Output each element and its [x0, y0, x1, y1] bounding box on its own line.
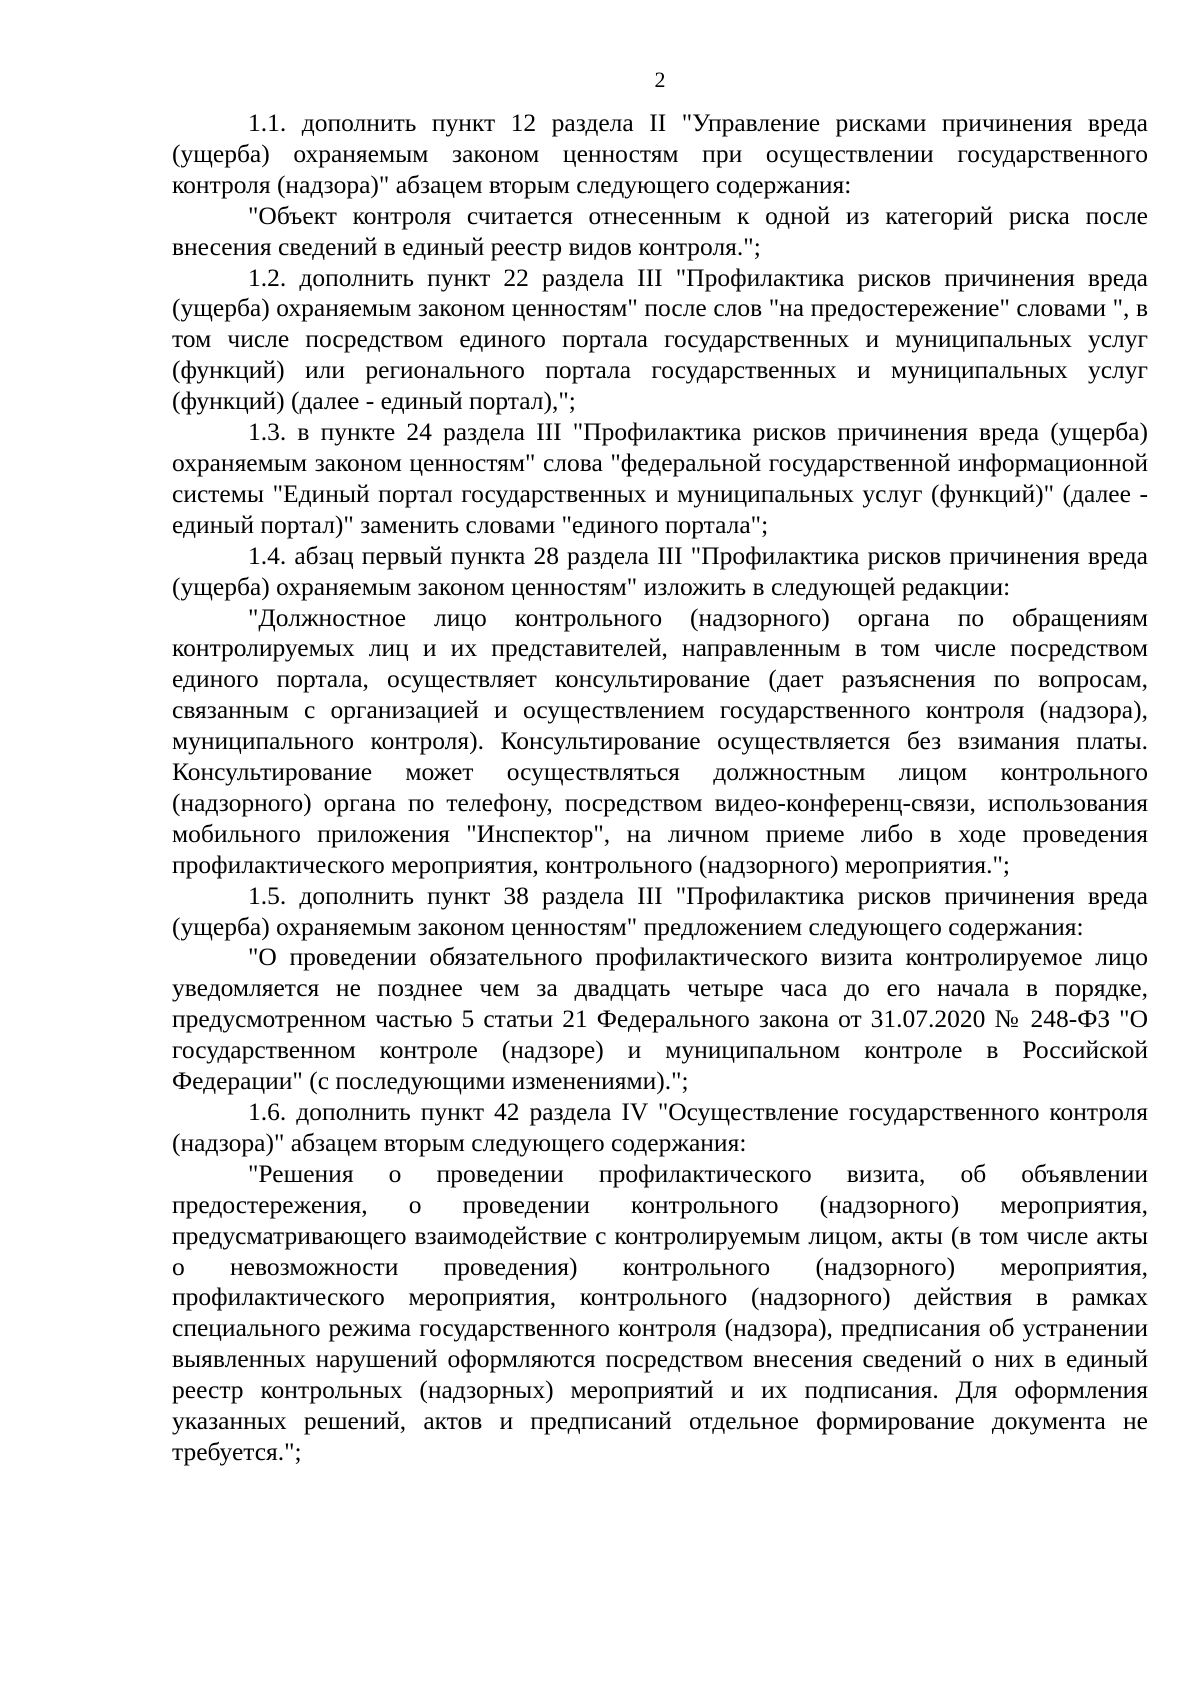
paragraph-1-1: 1.1. дополнить пункт 12 раздела II "Управление рисками причинения вреда (ущерба) охраняемым законом ценностям при осуществлении государственного контроля (надзора)" абзацем вторым следующего содержания:	[172, 108, 1148, 199]
paragraph-1-4-quote: "Должностное лицо контрольного (надзорного) органа по обращениям контролируемых лиц и их представителей, направленным в том числе посредством единого портала, осуществляет консультирование (дает разъяснения по вопросам, связанным с организацией и осуществлением государственного контроля (надзора), муниципального контроля). Консультирование осуществляется без взимания платы. Консультирование может осуществляться должностным лицом контрольного (надзорного) органа по телефону, посредством видео-конференц-связи, использования мобильного приложения "Инспектор", на личном приеме либо в ходе проведения профилактического мероприятия, контрольного (надзорного) мероприятия.";	[172, 602, 1148, 879]
paragraph-1-2: 1.2. дополнить пункт 22 раздела III "Профилактика рисков причинения вреда (ущерба) охраняемым законом ценностям" после слов "на предостережение" словами ", в том числе посредством единого портала государственных и муниципальных услуг (функций) или регионального портала государственных и муниципальных услуг (функций) (далее - единый портал),";	[172, 262, 1148, 416]
paragraph-1-1-quote: "Объект контроля считается отнесенным к одной из категорий риска после внесения сведений в единый реестр видов контроля.";	[172, 200, 1148, 261]
paragraph-1-5: 1.5. дополнить пункт 38 раздела III "Профилактика рисков причинения вреда (ущерба) охраняемым законом ценностям" предложением следующего содержания:	[172, 880, 1148, 941]
paragraph-1-4: 1.4. абзац первый пункта 28 раздела III "Профилактика рисков причинения вреда (ущерба) охраняемым законом ценностям" изложить в следующей редакции:	[172, 540, 1148, 601]
page-number: 2	[654, 67, 666, 92]
paragraph-1-6: 1.6. дополнить пункт 42 раздела IV "Осуществление государственного контроля (надзора)" абзацем вторым следующего содержания:	[172, 1097, 1148, 1157]
document-page	[172, 66, 1148, 1468]
paragraph-1-3: 1.3. в пункте 24 раздела III "Профилактика рисков причинения вреда (ущерба) охраняемым законом ценностям" слова "федеральной государственной информационной системы "Единый портал государственных и муниципальных услуг (функций)" (далее - единый портал)" заменить словами "единого портала";	[172, 417, 1148, 539]
paragraph-1-6-quote: "Решения о проведении профилактического визита, об объявлении предостережения, о проведении контрольного (надзорного) мероприятия, предусматривающего взаимодействие с контролируемым лицом, акты (в том числе акты о невозможности проведения) контрольного (надзорного) мероприятия, профилактического мероприятия, контрольного (надзорного) действия в рамках специального режима государственного контроля (надзора), предписания об устранении выявленных нарушений оформляются посредством внесения сведений о них в единый реестр контрольных (надзорных) мероприятий и их подписания. Для оформления указанных решений, актов и предписаний отдельное формирование документа не требуется.";	[172, 1158, 1148, 1466]
paragraph-1-5-quote: "О проведении обязательного профилактического визита контролируемое лицо уведомляется не позднее чем за двадцать четыре часа до его начала в порядке, предусмотренном частью 5 статьи 21 Федерального закона от 31.07.2020 № 248-ФЗ "О государственном контроле (надзоре) и муниципальном контроле в Российской Федерации" (с последующими изменениями).";	[172, 942, 1148, 1096]
